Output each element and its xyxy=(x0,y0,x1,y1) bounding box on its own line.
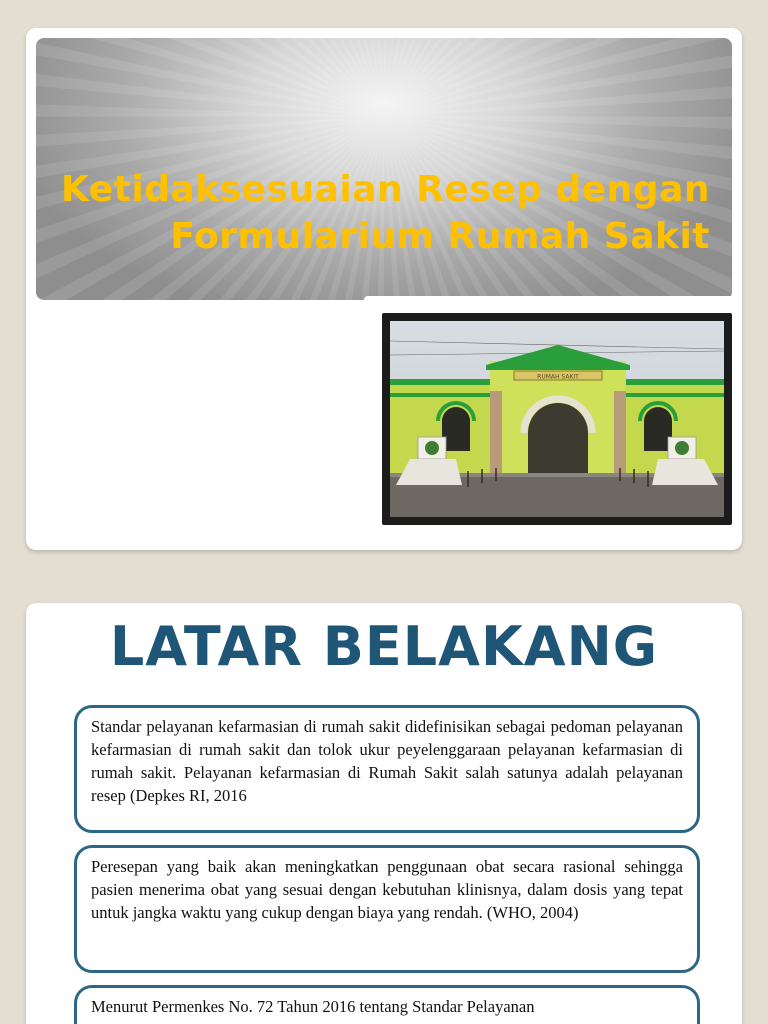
photo-frame xyxy=(364,296,740,540)
slide-title: Ketidaksesuaian Resep dengan Formularium Rumah Sakit xyxy=(60,169,710,257)
hospital-building-illustration xyxy=(390,321,724,517)
hospital-building-photo xyxy=(382,313,732,525)
paragraph-box-1: Standar pelayanan kefarmasian di rumah sakit didefinisikan sebagai pedoman pelayanan kefarmasian di rumah sakit dan tolok ukur peyelenggaraan pelayanan kefarmasian di rumah sakit. Pelayanan kefarmasian di Rumah Sakit salah satunya adalah pelayanan resep (Depkes RI, 2016 xyxy=(74,705,700,833)
section-heading: LATAR BELAKANG xyxy=(109,615,659,678)
title-banner xyxy=(36,38,732,300)
latar-belakang-slide xyxy=(26,603,742,1024)
title-slide xyxy=(26,28,742,550)
paragraph-box-3: Menurut Permenkes No. 72 Tahun 2016 tentang Standar Pelayanan xyxy=(74,985,700,1024)
building-sign-text: RUMAH SAKIT xyxy=(537,373,579,381)
paragraph-box-2: Peresepan yang baik akan meningkatkan penggunaan obat secara rasional sehingga pasien menerima obat yang sesuai dengan kebutuhan klinisnya, dalam dosis yang tepat untuk jangka waktu yang cukup dengan biaya yang rendah. (WHO, 2004) xyxy=(74,845,700,973)
